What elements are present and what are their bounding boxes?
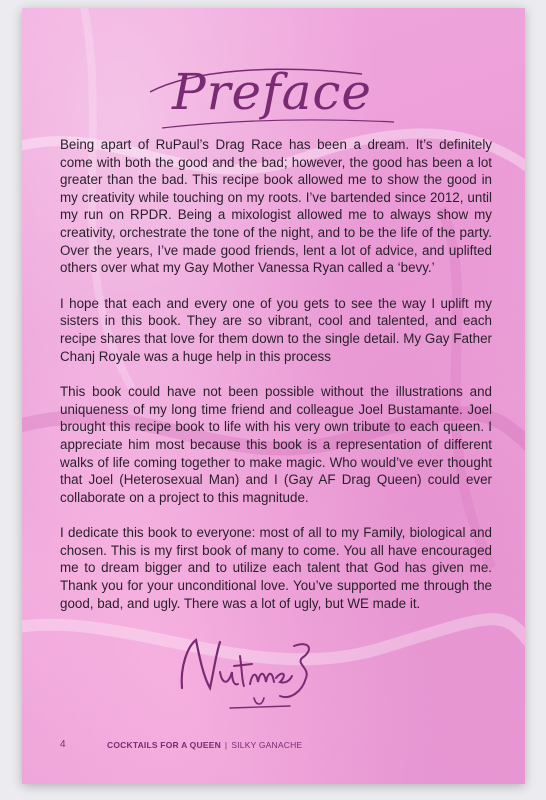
preface-title: [132, 56, 412, 136]
page-footer: [60, 739, 500, 753]
book-page: [22, 8, 525, 784]
signature: [170, 626, 320, 716]
running-header: [107, 740, 302, 750]
paragraph: I dedicate this book to everyone: most of all to my Family, biological and chosen. This is my first book of many to come. You all have encouraged me to dream bigger and to utilize each talent that God has given me. Thank you for your unconditional love. You’ve supported me through the good, bad, and ugly. There was a lot of ugly, but WE made it.: [60, 525, 492, 611]
preface-body: [60, 136, 492, 630]
paragraph: This book could have not been possible without the illustrations and uniqueness of my long time friend and colleague Joel Bustamante. Joel brought this recipe book to life with his very own tribute to each queen. I appreciate him most because this book is a representation of different walks of life coming together to make magic. Who would’ve ever thought that Joel (Heterosexual Man) and I (Gay AF Drag Queen) could ever collaborate on a project to this magnitude.: [60, 384, 492, 505]
paragraph: I hope that each and every one of you gets to see the way I uplift my sisters in this book. They are so vibrant, cool and talented, and each recipe shares that love for them down to the single detail. My Gay Father Chanj Royale was a huge help in this process: [60, 295, 492, 364]
page-title: Preface: [171, 63, 373, 121]
separator: |: [224, 740, 228, 750]
section-name: SILKY GANACHE: [231, 740, 303, 750]
page-number: 4: [60, 739, 66, 750]
paragraph: Being apart of RuPaul’s Drag Race has been a dream. It’s definitely come with both the good and the bad; however, the good has been a lot greater than the bad. This recipe book allowed me to show the good in my creativity while touching on my roots. I’ve bartended since 2012, until my run on RPDR. Being a mixologist allowed me to always show my creativity, orchestrate the tone of the night, and to be the life of the party. Over the years, I’ve made good friends, lent a lot of advice, and uplifted others over what my Gay Mother Vanessa Ryan called a ‘bevy.’: [60, 137, 492, 276]
book-title: COCKTAILS FOR A QUEEN: [107, 740, 221, 750]
